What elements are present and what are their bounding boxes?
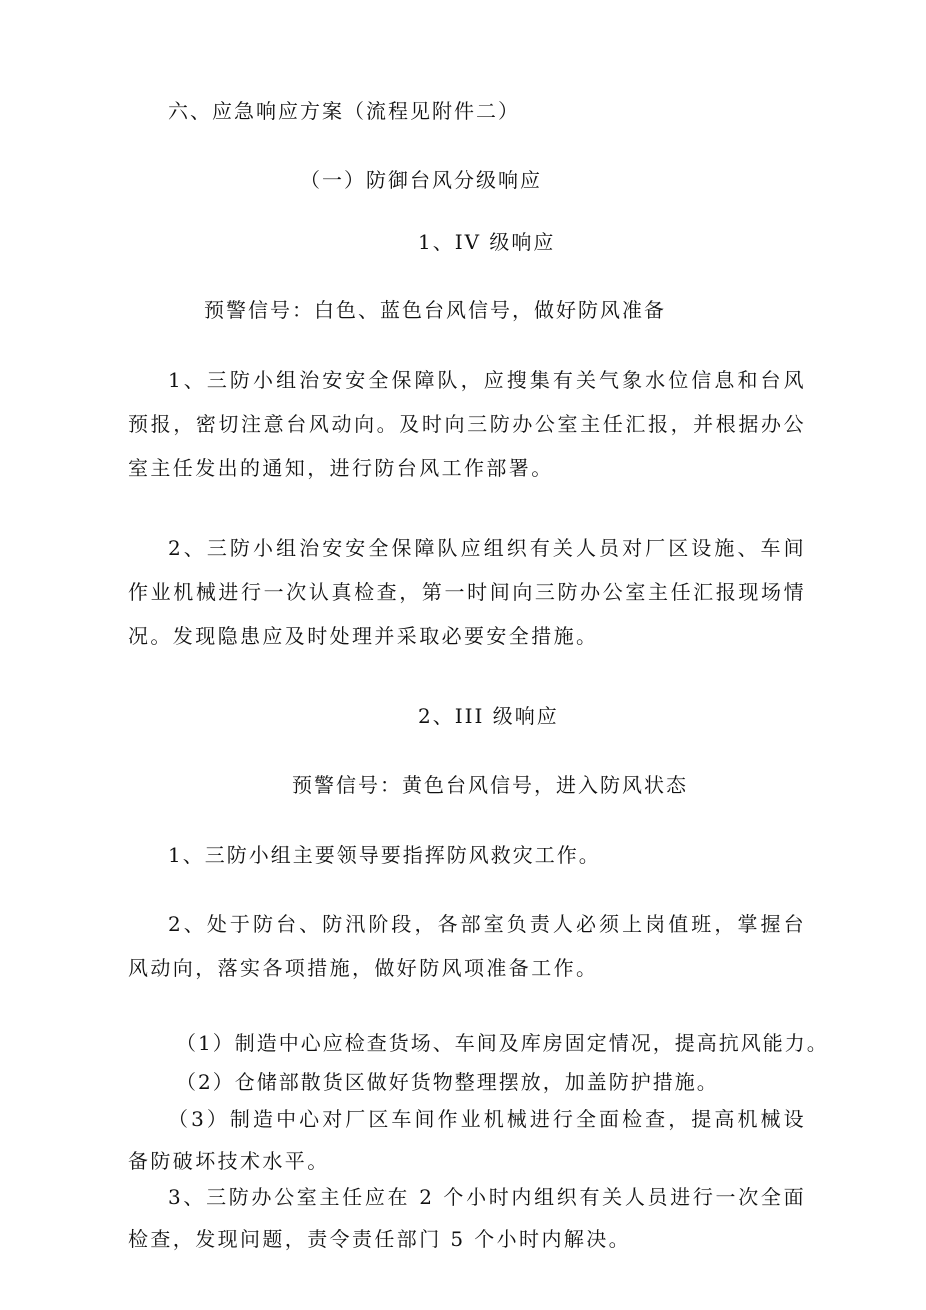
level3-item1: 1、三防小组主要领导要指挥防风救灾工作。 (168, 843, 601, 867)
level3-signal: 预警信号：黄色台风信号，进入防风状态 (292, 773, 688, 797)
level4-title: 1、IV 级响应 (418, 230, 556, 254)
level4-item2: 2、三防小组治安安全保障队应组织有关人员对厂区设施、车间作业机械进行一次认真检查，第一时间向三防办公室主任汇报现场情况。发现隐患应及时处理并采取必要安全措施。 (128, 536, 806, 648)
level3-item3: 3、三防办公室主任应在 2 个小时内组织有关人员进行一次全面检查，发现问题，责令责任部门 5 个小时内解决。 (128, 1185, 806, 1251)
level3-title: 2、III 级响应 (418, 704, 559, 728)
section-heading: 六、应急响应方案（流程见附件二） (168, 99, 520, 123)
level4-signal: 预警信号：白色、蓝色台风信号，做好防风准备 (204, 298, 666, 322)
level3-sub2: （2）仓储部散货区做好货物整理摆放，加盖防护措施。 (176, 1070, 719, 1094)
level3-sub3: （3）制造中心对厂区车间作业机械进行全面检查，提高机械设备防破坏技术水平。 (128, 1107, 806, 1173)
level3-sub1: （1）制造中心应检查货场、车间及库房固定情况，提高抗风能力。 (176, 1031, 829, 1055)
level4-item1: 1、三防小组治安安全保障队，应搜集有关气象水位信息和台风预报，密切注意台风动向。及时向三防办公室主任汇报，并根据办公室主任发出的通知，进行防台风工作部署。 (128, 368, 806, 480)
sub-heading: （一）防御台风分级响应 (300, 168, 542, 192)
level3-item2: 2、处于防台、防汛阶段，各部室负责人必须上岗值班，掌握台风动向，落实各项措施，做好防风项准备工作。 (128, 912, 806, 980)
